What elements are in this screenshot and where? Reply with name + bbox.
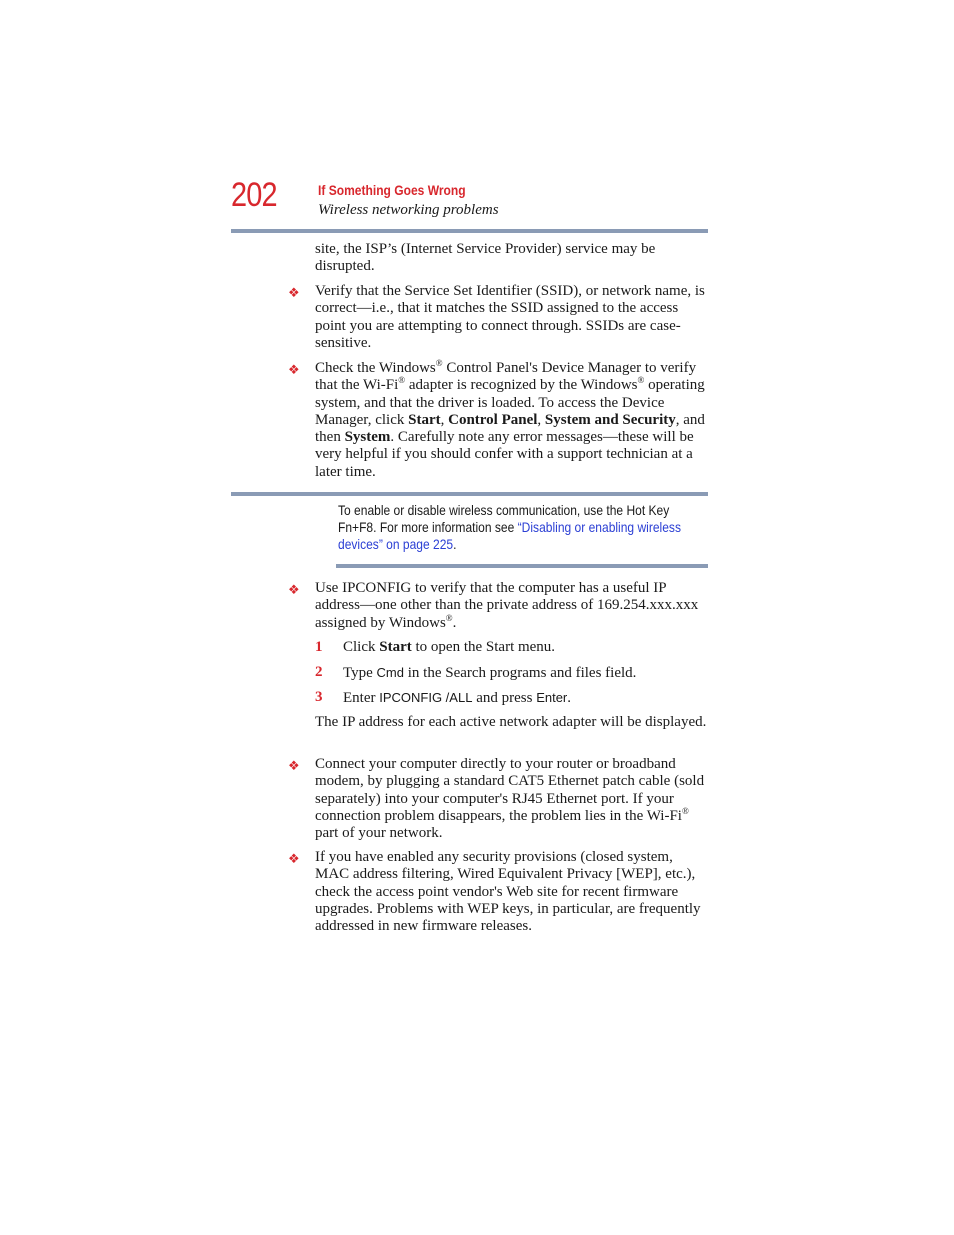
bullet-cable: Connect your computer directly to your router or broadband modem, by plugging a standard CAT5 Ethernet patch cable (sold separately) into your computer's RJ45 Ethernet port. If your connection problem disappears, the problem lies in the Wi-Fi® part of your network. <box>315 756 705 842</box>
bullet-icon: ❖ <box>288 362 300 377</box>
intro-paragraph: site, the ISP’s (Internet Service Provider) service may be disrupted. <box>315 241 656 275</box>
section-title: Wireless networking problems <box>318 202 499 218</box>
step-text: Click Start to open the Start menu. <box>343 639 556 655</box>
bullet-icon: ❖ <box>288 851 300 866</box>
bullet-ssid: Verify that the Service Set Identifier (SSID), or network name, is correct—i.e., that it matches the SSID assigned to the access point you are attempting to connect through. SSIDs are case-sensitive. <box>315 283 705 351</box>
bullet-icon: ❖ <box>288 758 300 773</box>
bullet-security: If you have enabled any security provisions (closed system, MAC address filtering, Wired Equivalent Privacy [WEP], etc.), check the access point vendor's Web site for recent firmware upgrades. Problems with WEP keys, in particular, are frequently addressed in new firmware releases. <box>315 849 701 935</box>
header-rule <box>231 229 708 233</box>
note-top-rule <box>231 492 708 496</box>
note-bottom-rule <box>336 564 708 568</box>
step-text: Type Cmd in the Search programs and files field. <box>343 665 637 681</box>
step-number: 3 <box>315 689 323 705</box>
step-text: Enter IPCONFIG /ALL and press Enter. <box>343 690 572 706</box>
step-number: 1 <box>315 639 323 655</box>
page-number: 202 <box>231 176 277 214</box>
step-number: 2 <box>315 664 323 680</box>
chapter-title: If Something Goes Wrong <box>318 182 466 198</box>
bullet-device-manager: Check the Windows® Control Panel's Device Manager to verify that the Wi-Fi® adapter is recognized by the Windows® operating system, and that the driver is loaded. To access the Device Manager, click Start, Control Panel, System and Security, and then System. Carefully note any error messages—these will be very helpful if you should confer with a support technician at a later time. <box>315 358 705 480</box>
bullet-icon: ❖ <box>288 285 300 300</box>
bullet-icon: ❖ <box>288 582 300 597</box>
ip-result-paragraph: The IP address for each active network adapter will be displayed. <box>315 714 707 730</box>
link-disabling-wireless[interactable]: “Disabling or enabling wireless devices” on page 225 <box>338 519 681 552</box>
note-box: To enable or disable wireless communication, use the Hot Key Fn+F8. For more information see “Disabling or enabling wireless devices” on page 225. <box>338 502 681 552</box>
bullet-ipconfig: Use IPCONFIG to verify that the computer has a useful IP address—one other than the private address of 169.254.xxx.xxx assigned by Windows®. <box>315 580 699 631</box>
